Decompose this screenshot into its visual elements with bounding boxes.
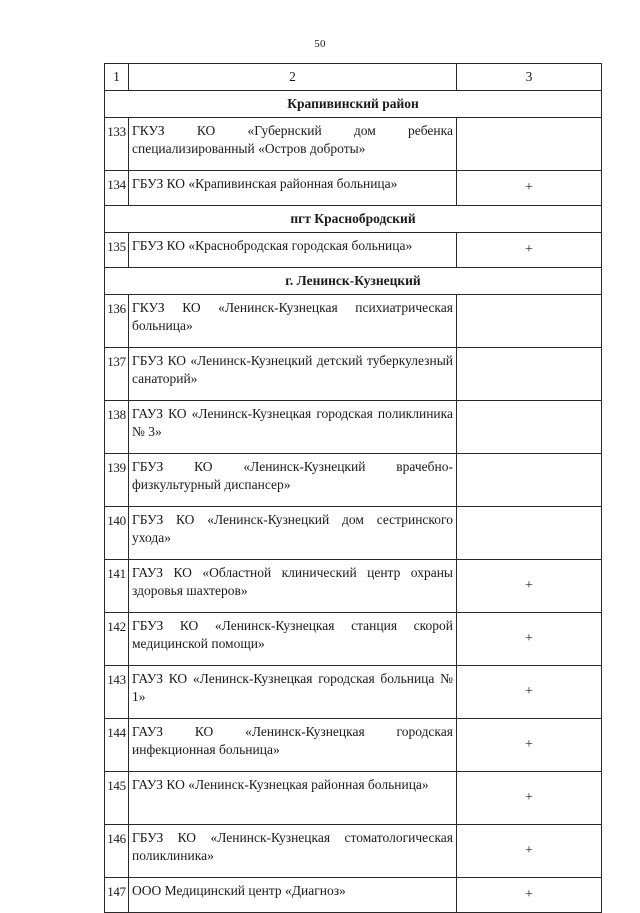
table-row bbox=[105, 878, 602, 913]
section-row bbox=[105, 206, 602, 233]
row-number: 142 bbox=[105, 613, 129, 666]
row-mark: + bbox=[457, 560, 602, 613]
row-number: 136 bbox=[105, 295, 129, 348]
row-organization-name: ГАУЗ КО «Областной клинический центр охраны здоровья шахтеров» bbox=[129, 560, 457, 613]
row-mark bbox=[457, 295, 602, 348]
table-body bbox=[105, 64, 602, 913]
row-organization-name: ГБУЗ КО «Ленинск-Кузнецкий детский туберкулезный санаторий» bbox=[129, 348, 457, 401]
table-row bbox=[105, 171, 602, 206]
table-row bbox=[105, 233, 602, 268]
row-mark bbox=[457, 401, 602, 454]
row-organization-name: ГБУЗ КО «Ленинск-Кузнецкий дом сестринского ухода» bbox=[129, 507, 457, 560]
header-cell-3: 3 bbox=[457, 64, 602, 91]
header-cell-2: 2 bbox=[129, 64, 457, 91]
row-mark bbox=[457, 454, 602, 507]
table-row bbox=[105, 507, 602, 560]
table-row bbox=[105, 613, 602, 666]
row-mark bbox=[457, 118, 602, 171]
row-mark: + bbox=[457, 233, 602, 268]
row-organization-name: ООО Медицинский центр «Диагноз» bbox=[129, 878, 457, 913]
row-organization-name: ГБУЗ КО «Ленинск-Кузнецкая стоматологическая поликлиника» bbox=[129, 825, 457, 878]
row-mark: + bbox=[457, 825, 602, 878]
row-number: 147 bbox=[105, 878, 129, 913]
table-header-row bbox=[105, 64, 602, 91]
row-number: 139 bbox=[105, 454, 129, 507]
row-number: 133 bbox=[105, 118, 129, 171]
row-number: 135 bbox=[105, 233, 129, 268]
section-title: пгт Краснобродский bbox=[105, 206, 602, 233]
section-row bbox=[105, 91, 602, 118]
row-organization-name: ГАУЗ КО «Ленинск-Кузнецкая городская поликлиника № 3» bbox=[129, 401, 457, 454]
table-row bbox=[105, 772, 602, 825]
table-row bbox=[105, 719, 602, 772]
document-table-container bbox=[104, 63, 601, 913]
row-organization-name: ГБУЗ КО «Ленинск-Кузнецкий врачебно-физкультурный диспансер» bbox=[129, 454, 457, 507]
row-organization-name: ГАУЗ КО «Ленинск-Кузнецкая городская больница № 1» bbox=[129, 666, 457, 719]
table-row bbox=[105, 560, 602, 613]
row-number: 143 bbox=[105, 666, 129, 719]
row-organization-name: ГАУЗ КО «Ленинск-Кузнецкая районная больница» bbox=[129, 772, 457, 825]
row-mark: + bbox=[457, 666, 602, 719]
section-title: г. Ленинск-Кузнецкий bbox=[105, 268, 602, 295]
table-row bbox=[105, 666, 602, 719]
row-organization-name: ГБУЗ КО «Краснобродская городская больница» bbox=[129, 233, 457, 268]
row-mark bbox=[457, 507, 602, 560]
row-organization-name: ГАУЗ КО «Ленинск-Кузнецкая городская инфекционная больница» bbox=[129, 719, 457, 772]
table-row bbox=[105, 825, 602, 878]
row-number: 146 bbox=[105, 825, 129, 878]
row-mark: + bbox=[457, 772, 602, 825]
row-mark: + bbox=[457, 171, 602, 206]
row-mark: + bbox=[457, 613, 602, 666]
table-row bbox=[105, 348, 602, 401]
row-number: 141 bbox=[105, 560, 129, 613]
section-row bbox=[105, 268, 602, 295]
row-number: 137 bbox=[105, 348, 129, 401]
table-row bbox=[105, 118, 602, 171]
row-organization-name: ГБУЗ КО «Крапивинская районная больница» bbox=[129, 171, 457, 206]
table-row bbox=[105, 454, 602, 507]
row-organization-name: ГКУЗ КО «Губернский дом ребенка специализированный «Остров доброты» bbox=[129, 118, 457, 171]
row-organization-name: ГКУЗ КО «Ленинск-Кузнецкая психиатрическая больница» bbox=[129, 295, 457, 348]
row-organization-name: ГБУЗ КО «Ленинск-Кузнецкая станция скорой медицинской помощи» bbox=[129, 613, 457, 666]
header-cell-1: 1 bbox=[105, 64, 129, 91]
row-number: 140 bbox=[105, 507, 129, 560]
section-title: Крапивинский район bbox=[105, 91, 602, 118]
row-number: 134 bbox=[105, 171, 129, 206]
page-number: 50 bbox=[314, 38, 326, 50]
row-mark: + bbox=[457, 719, 602, 772]
row-mark bbox=[457, 348, 602, 401]
row-mark: + bbox=[457, 878, 602, 913]
table-row bbox=[105, 401, 602, 454]
document-table bbox=[104, 63, 602, 913]
row-number: 138 bbox=[105, 401, 129, 454]
row-number: 145 bbox=[105, 772, 129, 825]
table-row bbox=[105, 295, 602, 348]
row-number: 144 bbox=[105, 719, 129, 772]
